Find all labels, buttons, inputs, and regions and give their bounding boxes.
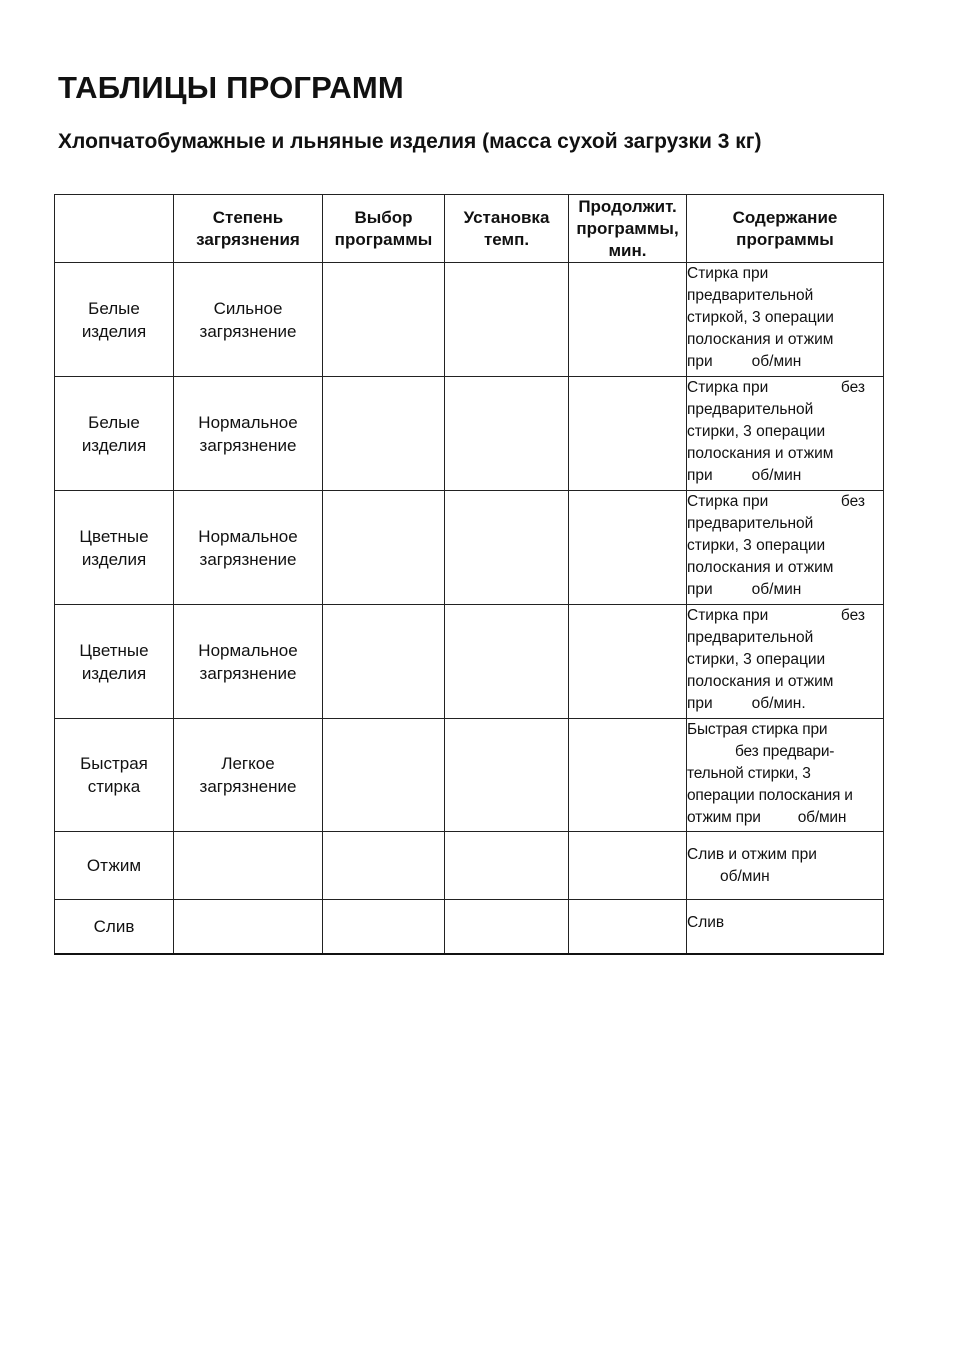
- item-cell: [55, 377, 174, 491]
- content-text: без предвари-: [735, 743, 835, 760]
- content-line: Слив: [687, 914, 725, 931]
- content-text: об/мин: [797, 809, 847, 826]
- cell-text: загрязнение: [199, 321, 297, 341]
- content-text: без: [840, 493, 865, 510]
- cell-text: загрязнение: [199, 663, 297, 683]
- header-duration: [569, 195, 687, 263]
- program-select-cell: [323, 263, 445, 377]
- program-content-cell: [687, 377, 884, 491]
- header-text: загрязнения: [196, 229, 300, 249]
- table-row: [55, 605, 884, 719]
- item-cell: [55, 605, 174, 719]
- cell-text: загрязнение: [199, 777, 297, 796]
- page-title: ТАБЛИЦЫ ПРОГРАММ: [58, 70, 404, 105]
- content-line: стирки, 3 операции: [687, 651, 826, 668]
- temperature-cell: [445, 832, 569, 900]
- content-text: без: [840, 607, 865, 624]
- content-text: Стирка при: [687, 607, 769, 624]
- content-line: полоскания и отжим: [687, 331, 834, 348]
- section-title: Хлопчатобумажные и льняные изделия (масса сухой загрузки 3 кг): [58, 130, 762, 153]
- item-cell: [55, 900, 174, 954]
- temperature-cell: [445, 263, 569, 377]
- table-row: [55, 900, 884, 954]
- table-row: [55, 263, 884, 377]
- content-text: при: [687, 695, 713, 712]
- header-soil-level: [174, 195, 323, 263]
- cell-text: Белые: [88, 412, 140, 432]
- content-line: Быстрая стирка при: [687, 721, 828, 738]
- content-line: стирки, 3 операции: [687, 423, 826, 440]
- cell-text: изделия: [81, 321, 147, 341]
- content-line: предварительной: [687, 401, 814, 418]
- cell-text: изделия: [81, 435, 147, 455]
- duration-cell: [569, 832, 687, 900]
- soil-cell: [174, 900, 323, 954]
- table-header-row: [55, 195, 884, 263]
- item-cell: [55, 263, 174, 377]
- content-line: [687, 491, 883, 513]
- temperature-cell: [445, 605, 569, 719]
- content-text: при: [687, 581, 713, 598]
- content-line: [687, 866, 883, 888]
- duration-cell: [569, 263, 687, 377]
- duration-cell: [569, 377, 687, 491]
- cell-text: Слив: [93, 916, 135, 936]
- header-program-content: [687, 195, 884, 263]
- table-row: [55, 491, 884, 605]
- duration-cell: [569, 719, 687, 832]
- content-line: полоскания и отжим: [687, 559, 834, 576]
- cell-text: Нормальное: [198, 526, 298, 546]
- program-content-cell: [687, 491, 884, 605]
- content-text: об/мин: [720, 868, 770, 885]
- cell-text: Цветные: [79, 640, 149, 660]
- item-cell: [55, 719, 174, 832]
- header-program-select: [323, 195, 445, 263]
- header-text: Содержание: [732, 207, 838, 227]
- content-line: Слив и отжим при: [687, 846, 817, 863]
- soil-cell: [174, 491, 323, 605]
- soil-cell: [174, 605, 323, 719]
- content-line: [687, 605, 883, 627]
- content-text: без: [840, 379, 865, 396]
- program-select-cell: [323, 832, 445, 900]
- header-text: Выбор: [354, 207, 413, 227]
- soil-cell: [174, 263, 323, 377]
- temperature-cell: [445, 491, 569, 605]
- program-content-cell: [687, 900, 884, 954]
- content-line: [687, 579, 883, 601]
- program-table: [54, 194, 884, 955]
- content-line: полоскания и отжим: [687, 673, 834, 690]
- header-text: программы,: [576, 218, 679, 238]
- cell-text: Цветные: [79, 526, 149, 546]
- content-line: тельной стирки, 3: [687, 765, 811, 782]
- program-select-cell: [323, 491, 445, 605]
- temperature-cell: [445, 719, 569, 832]
- cell-text: изделия: [81, 663, 147, 683]
- content-line: полоскания и отжим: [687, 445, 834, 462]
- content-text: об/мин: [751, 467, 802, 484]
- content-text: при: [687, 353, 713, 370]
- program-select-cell: [323, 900, 445, 954]
- temperature-cell: [445, 900, 569, 954]
- program-select-cell: [323, 377, 445, 491]
- table-row: [55, 832, 884, 900]
- soil-cell: [174, 719, 323, 832]
- soil-cell: [174, 377, 323, 491]
- cell-text: Быстрая: [80, 754, 148, 773]
- content-line: предварительной: [687, 287, 814, 304]
- cell-text: загрязнение: [199, 435, 297, 455]
- cell-text: изделия: [81, 549, 147, 569]
- content-line: стиркой, 3 операции: [687, 309, 834, 326]
- content-text: об/мин: [751, 581, 802, 598]
- program-content-cell: [687, 832, 884, 900]
- program-content-cell: [687, 263, 884, 377]
- content-line: [687, 741, 883, 763]
- header-text: Установка: [463, 207, 550, 227]
- header-text: мин.: [608, 240, 647, 260]
- temperature-cell: [445, 377, 569, 491]
- duration-cell: [569, 605, 687, 719]
- duration-cell: [569, 900, 687, 954]
- content-line: [687, 807, 883, 829]
- content-line: [687, 465, 883, 487]
- program-content-cell: [687, 605, 884, 719]
- program-select-cell: [323, 719, 445, 832]
- content-line: предварительной: [687, 629, 814, 646]
- content-line: Стирка при: [687, 265, 769, 282]
- content-text: Стирка при: [687, 379, 769, 396]
- soil-cell: [174, 832, 323, 900]
- item-cell: [55, 832, 174, 900]
- cell-text: Нормальное: [198, 640, 298, 660]
- content-text: Стирка при: [687, 493, 769, 510]
- content-line: [687, 693, 883, 715]
- table-row: [55, 719, 884, 832]
- content-text: при: [687, 467, 713, 484]
- header-item: [55, 195, 174, 263]
- content-text: об/мин.: [751, 695, 806, 712]
- cell-text: загрязнение: [199, 549, 297, 569]
- program-content-cell: [687, 719, 884, 832]
- item-cell: [55, 491, 174, 605]
- content-line: стирки, 3 операции: [687, 537, 826, 554]
- header-text: темп.: [483, 229, 530, 249]
- content-text: об/мин: [751, 353, 802, 370]
- cell-text: Нормальное: [198, 412, 298, 432]
- header-text: Продолжит.: [578, 196, 677, 216]
- content-text: отжим при: [687, 809, 761, 826]
- header-text: программы: [736, 229, 834, 249]
- cell-text: стирка: [87, 777, 141, 796]
- cell-text: Легкое: [221, 754, 275, 773]
- table-row: [55, 377, 884, 491]
- header-text: Степень: [212, 207, 284, 227]
- cell-text: Белые: [88, 298, 140, 318]
- content-line: предварительной: [687, 515, 814, 532]
- content-line: [687, 351, 883, 373]
- content-line: операции полоскания и: [687, 787, 853, 804]
- header-temperature: [445, 195, 569, 263]
- cell-text: Сильное: [213, 298, 283, 318]
- program-select-cell: [323, 605, 445, 719]
- duration-cell: [569, 491, 687, 605]
- content-line: [687, 377, 883, 399]
- cell-text: Отжим: [86, 856, 142, 875]
- header-text: программы: [334, 229, 433, 249]
